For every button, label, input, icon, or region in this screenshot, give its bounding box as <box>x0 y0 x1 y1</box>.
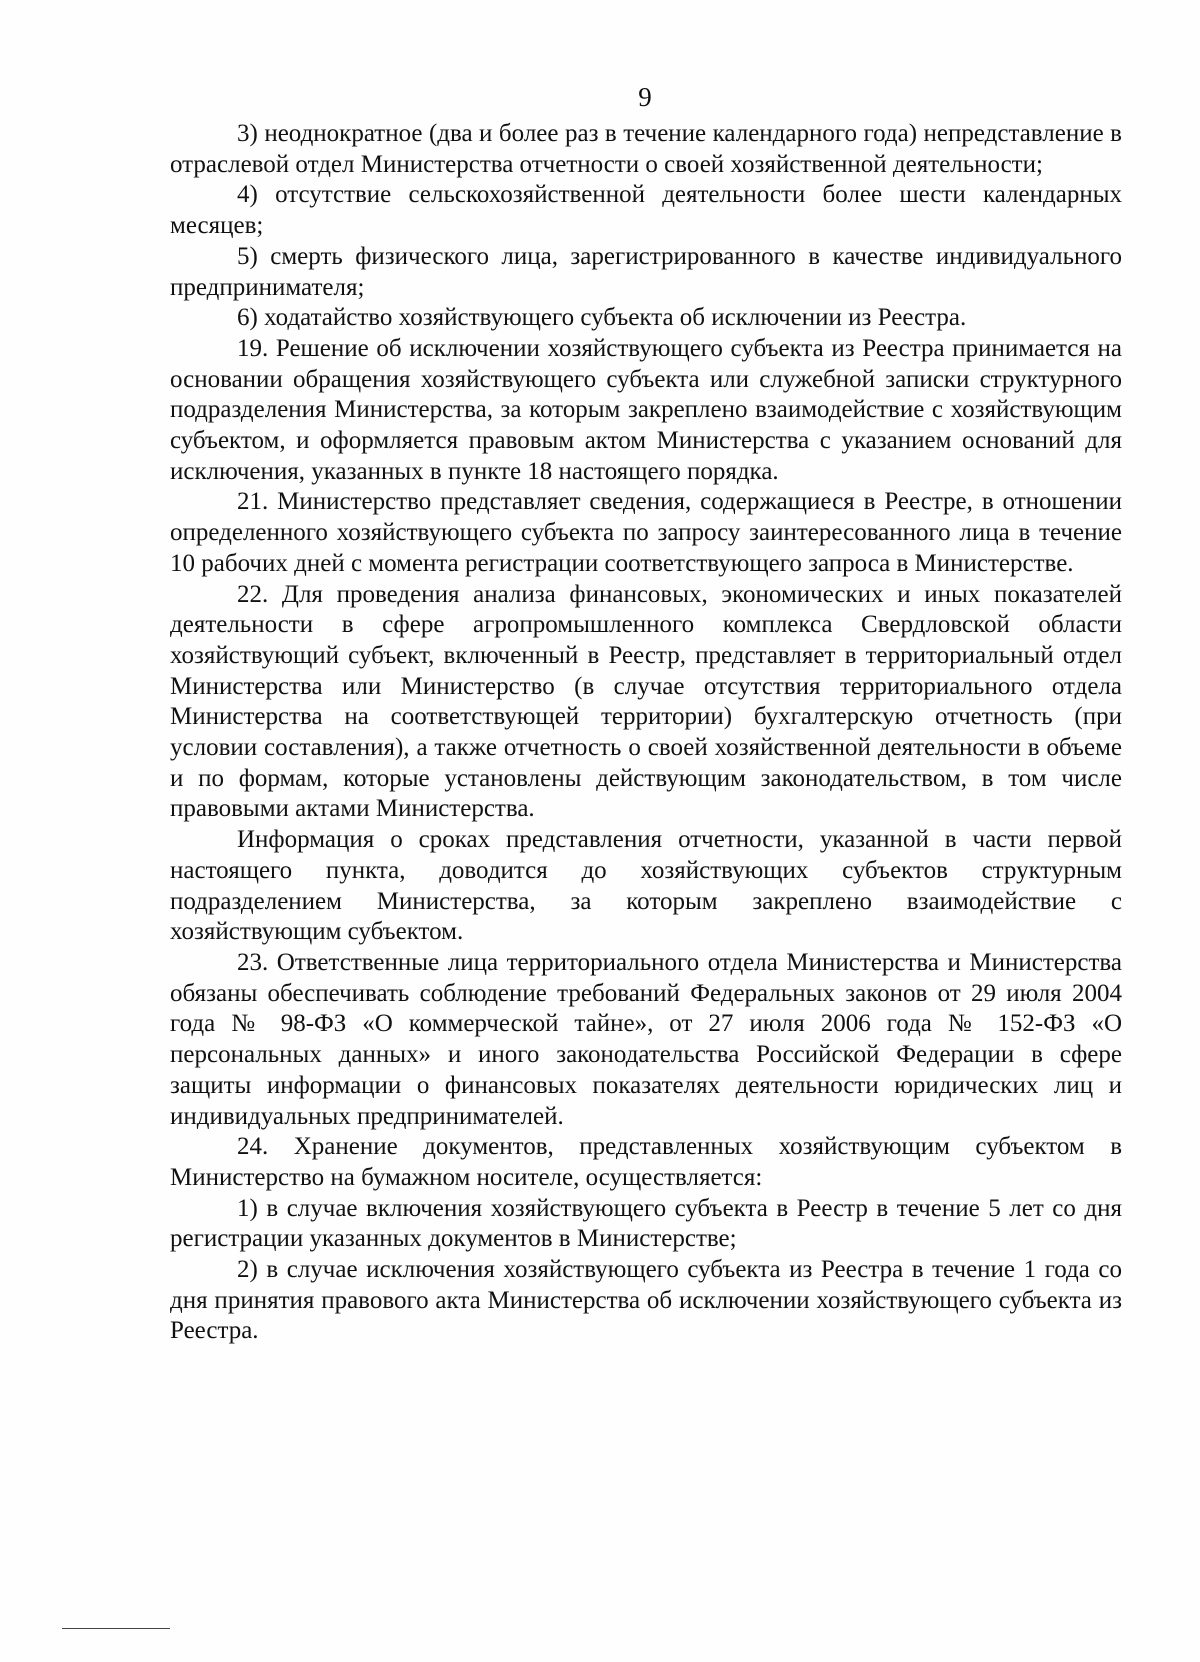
paragraph-clause-23: 23. Ответственные лица территориального отдела Министерства и Министерства обязаны обеспечивать соблюдение требований Федеральных законов от 29 июля 2004 года № 98-ФЗ «О коммерческой тайне», от 27 июля 2006 года № 152-ФЗ «О персональных данных» и иного законодательства Российской Федерации в сфере защиты информации о финансовых показателях деятельности юридических лиц и индивидуальных предпринимателей. <box>170 948 1122 1130</box>
footer-divider <box>62 1628 170 1629</box>
paragraph-clause-19: 19. Решение об исключении хозяйствующего субъекта из Реестра принимается на основании обращения хозяйствующего субъекта или служебной записки структурного подразделения Министерства, за которым закреплено взаимодействие с хозяйствующим субъектом, и оформляется правовым актом Министерства с указанием оснований для исключения, указанных в пункте 18 настоящего порядка. <box>170 334 1122 485</box>
paragraph-clause-21: 21. Министерство представляет сведения, содержащиеся в Реестре, в отношении определенного хозяйствующего субъекта по запросу заинтересованного лица в течение 10 рабочих дней с момента регистрации соответствующего запроса в Министерстве. <box>170 488 1122 577</box>
paragraph-clause-22: 22. Для проведения анализа финансовых, экономических и иных показателей деятельности в сфере агропромышленного комплекса Свердловской области хозяйствующий субъект, включенный в Реестр, представляет в территориальный отдел Министерства или Министерство (в случае отсутствия территориального отдела Министерства на соответствующей территории) бухгалтерскую отчетность (при условии составления), а также отчетность о своей хозяйственной деятельности в объеме и по формам, которые установлены действующим законодательством, в том числе правовыми актами Министерства. <box>170 580 1122 823</box>
paragraph-item-4: 4) отсутствие сельскохозяйственной деятельности более шести календарных месяцев; <box>170 181 1122 240</box>
paragraph-item-6: 6) ходатайство хозяйствующего субъекта об исключении из Реестра. <box>237 304 967 332</box>
document-body <box>170 119 1122 1347</box>
paragraph-clause-24: 24. Хранение документов, представленных хозяйствующим субъектом в Министерство на бумажном носителе, осуществляется: <box>170 1133 1122 1191</box>
paragraph-clause-22-part-2: Информация о сроках представления отчетности, указанной в части первой настоящего пункта, доводится до хозяйствующих субъектов структурным подразделением Министерства, за которым закреплено взаимодействие с хозяйствующим субъектом. <box>170 826 1122 946</box>
paragraph-item-5: 5) смерть физического лица, зарегистрированного в качестве индивидуального предпринимателя; <box>170 242 1122 301</box>
page-number: 9 <box>638 82 652 112</box>
paragraph-item-3: 3) неоднократное (два и более раз в течение календарного года) непредставление в отраслевой отдел Министерства отчетности о своей хозяйственной деятельности; <box>170 120 1122 178</box>
paragraph-clause-24-item-1: 1) в случае включения хозяйствующего субъекта в Реестр в течение 5 лет со дня регистрации указанных документов в Министерстве; <box>170 1194 1122 1253</box>
paragraph-clause-24-item-2: 2) в случае исключения хозяйствующего субъекта из Реестра в течение 1 года со дня принятия правового акта Министерства об исключении хозяйствующего субъекта из Реестра. <box>170 1256 1122 1345</box>
